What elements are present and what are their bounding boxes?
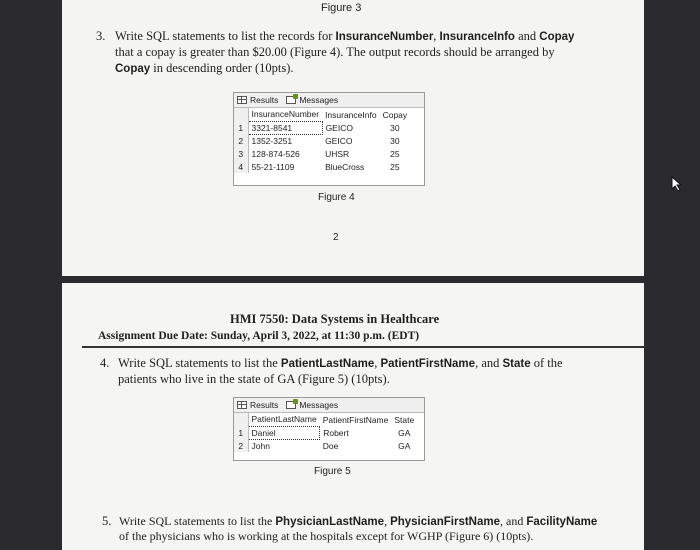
- grid-icon: [237, 96, 247, 104]
- figure-5-table: [234, 413, 418, 452]
- question-5-number: 5.: [102, 514, 112, 528]
- question-4-number: 4.: [100, 356, 110, 370]
- figure-4-results-grid: [233, 92, 425, 186]
- question-3-line-2: that a copay is greater than $20.00 (Figure 4). The output records should be arranged by: [115, 45, 555, 59]
- table-row[interactable]: 1 3321-8541 GEICO 30: [234, 121, 410, 134]
- messages-icon: [286, 401, 296, 409]
- table-row[interactable]: 2 1352-3251 GEICO 30: [234, 134, 410, 147]
- results-tab[interactable]: Results: [237, 95, 278, 105]
- column-header: PatientLastName: [248, 413, 320, 426]
- results-tab[interactable]: Results: [237, 400, 278, 410]
- table-row[interactable]: 2 John Doe GA: [234, 439, 417, 452]
- figure-4-table: [234, 108, 411, 173]
- table-row[interactable]: 1 Daniel Robert GA: [234, 426, 417, 439]
- question-4-line-2: patients who live in the state of GA (Figure 5) (10pts).: [118, 372, 390, 386]
- row-number-header: [234, 413, 248, 426]
- messages-tab[interactable]: Messages: [286, 95, 338, 105]
- document-page-bottom: [62, 283, 644, 550]
- course-title: HMI 7550: Data Systems in Healthcare: [230, 312, 440, 326]
- header-divider: [82, 346, 644, 348]
- table-row[interactable]: 3 128-874-526 UHSR 25: [234, 147, 410, 160]
- question-3-line-1: Write SQL statements to list the records for InsuranceNumber, InsuranceInfo and Copay: [115, 29, 575, 43]
- figure-5-results-grid: [233, 397, 425, 461]
- due-date: Assignment Due Date: Sunday, April 3, 2022, at 11:30 p.m. (EDT): [98, 330, 420, 342]
- document-page-top: [62, 0, 644, 276]
- messages-tab[interactable]: Messages: [286, 400, 338, 410]
- page-number: 2: [333, 232, 339, 243]
- figure-3-caption: Figure 3: [321, 2, 362, 14]
- question-5-line-2: of the physicians who is working at the hospitals except for WGHP (Figure 6) (10pts).: [119, 529, 534, 543]
- question-5-line-1: Write SQL statements to list the PhysicianLastName, PhysicianFirstName, and FacilityName: [119, 514, 598, 528]
- column-header: InsuranceInfo: [322, 108, 380, 121]
- grid-icon: [237, 401, 247, 409]
- row-number-header: [234, 108, 248, 121]
- column-header: PatientFirstName: [320, 413, 392, 426]
- question-4-line-1: Write SQL statements to list the PatientLastName, PatientFirstName, and State of the: [118, 356, 563, 370]
- mouse-cursor-icon: [670, 176, 684, 192]
- figure-4-caption: Figure 4: [318, 192, 355, 203]
- messages-icon: [286, 96, 296, 104]
- question-3-line-3: Copay in descending order (10pts).: [115, 61, 294, 75]
- figure-5-caption: Figure 5: [314, 466, 351, 477]
- column-header: State: [391, 413, 417, 426]
- table-row[interactable]: 4 55-21-1109 BlueCross 25: [234, 160, 410, 173]
- column-header: InsuranceNumber: [248, 108, 322, 121]
- question-3-number: 3.: [96, 29, 106, 43]
- column-header: Copay: [380, 108, 411, 121]
